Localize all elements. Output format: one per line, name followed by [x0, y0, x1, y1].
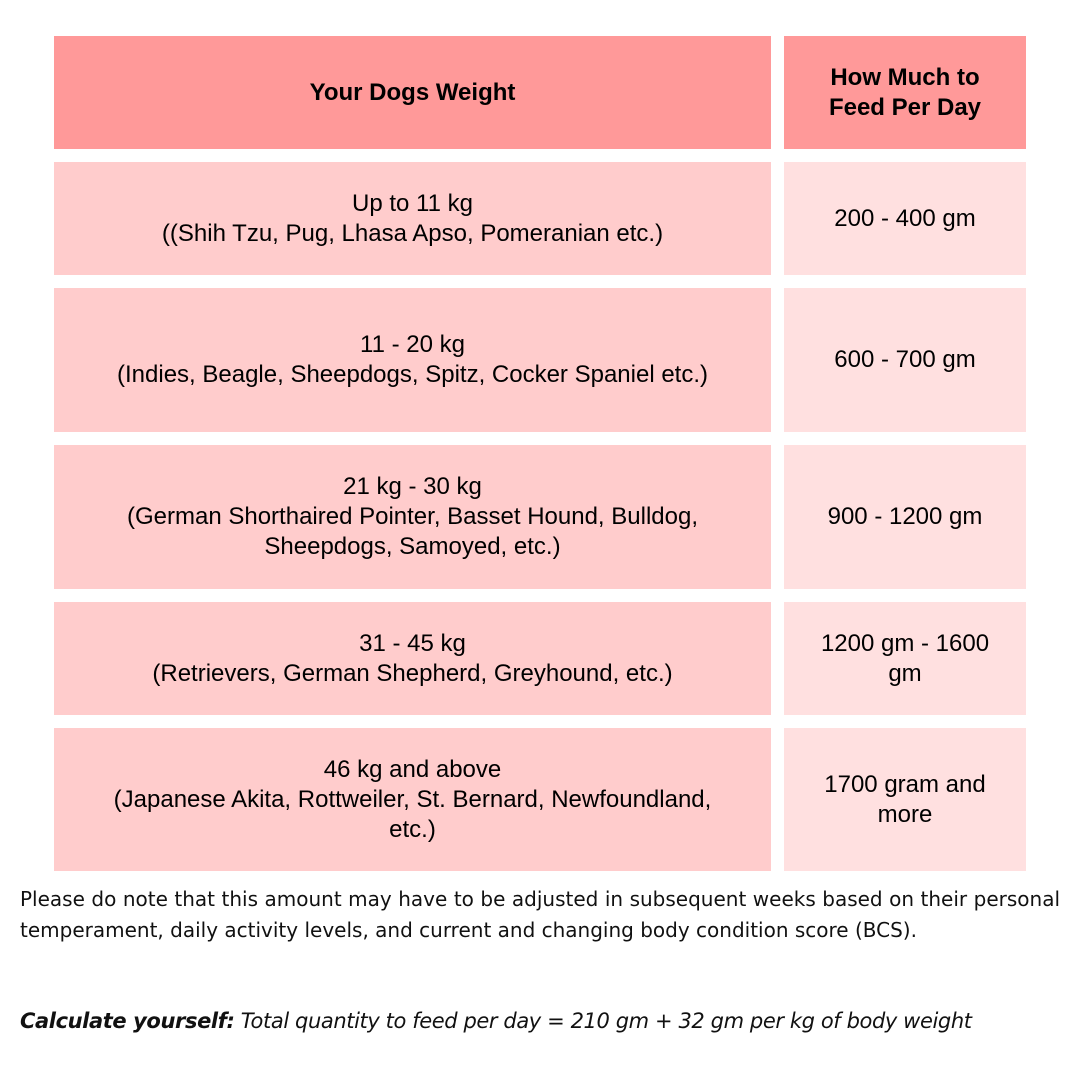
table-row: [54, 162, 1026, 275]
header-weight-label: Your Dogs Weight: [309, 78, 516, 106]
weight-range: 46 kg and above: [323, 755, 502, 783]
table-row: [54, 445, 1026, 589]
weight-range: 31 - 45 kg: [359, 629, 466, 657]
breed-examples-continued: etc.): [389, 815, 436, 843]
table-header-row: [54, 36, 1026, 149]
header-feed-label-line1: How Much to: [830, 63, 980, 91]
feeding-table: [54, 36, 1026, 884]
feed-cell: [784, 288, 1026, 432]
feed-amount: 1700 gram and: [824, 770, 986, 798]
weight-range: 11 - 20 kg: [360, 331, 465, 358]
weight-range: Up to 11 kg: [352, 189, 473, 217]
table-row: [54, 288, 1026, 432]
header-feed-label-line2: Feed Per Day: [828, 93, 982, 121]
weight-cell: [54, 728, 771, 871]
breed-examples: (Retrievers, German Shepherd, Greyhound, etc.): [152, 659, 673, 687]
feed-amount: 900 - 1200 gm: [827, 503, 983, 530]
breed-examples: (Indies, Beagle, Sheepdogs, Spitz, Cocker Spaniel etc.): [117, 361, 708, 388]
calculation-text: Total quantity to feed per day = 210 gm + 32 gm per kg of body weight: [234, 1009, 972, 1033]
calculation-formula: [20, 1006, 1070, 1036]
feed-cell: [784, 728, 1026, 871]
weight-cell: [54, 602, 771, 715]
breed-examples: (Japanese Akita, Rottweiler, St. Bernard, Newfoundland,: [113, 785, 712, 813]
weight-cell: [54, 288, 771, 432]
breed-examples-continued: Sheepdogs, Samoyed, etc.): [264, 533, 561, 560]
feed-amount: 1200 gm - 1600: [820, 629, 990, 657]
table-row: [54, 602, 1026, 715]
feed-cell: [784, 445, 1026, 589]
feed-amount-continued: gm: [888, 659, 922, 687]
weight-range: 21 kg - 30 kg: [343, 473, 482, 500]
feed-amount: 200 - 400 gm: [834, 204, 976, 232]
weight-cell: [54, 162, 771, 275]
feed-amount-continued: more: [877, 800, 933, 828]
header-feed: [784, 36, 1026, 149]
weight-cell: [54, 445, 771, 589]
feed-cell: [784, 602, 1026, 715]
adjustment-note: Please do note that this amount may have to be adjusted in subsequent weeks based on their personal temperament, daily activity levels, and current and changing body condition score (BCS).: [20, 887, 1060, 942]
feed-cell: [784, 162, 1026, 275]
breed-examples: (German Shorthaired Pointer, Basset Hound, Bulldog,: [127, 503, 698, 530]
breed-examples: ((Shih Tzu, Pug, Lhasa Apso, Pomeranian etc.): [161, 219, 664, 247]
table-row: [54, 728, 1026, 871]
feed-amount: 600 - 700 gm: [834, 346, 976, 373]
calculation-label: Calculate yourself:: [20, 1009, 235, 1033]
header-weight: [54, 36, 771, 149]
